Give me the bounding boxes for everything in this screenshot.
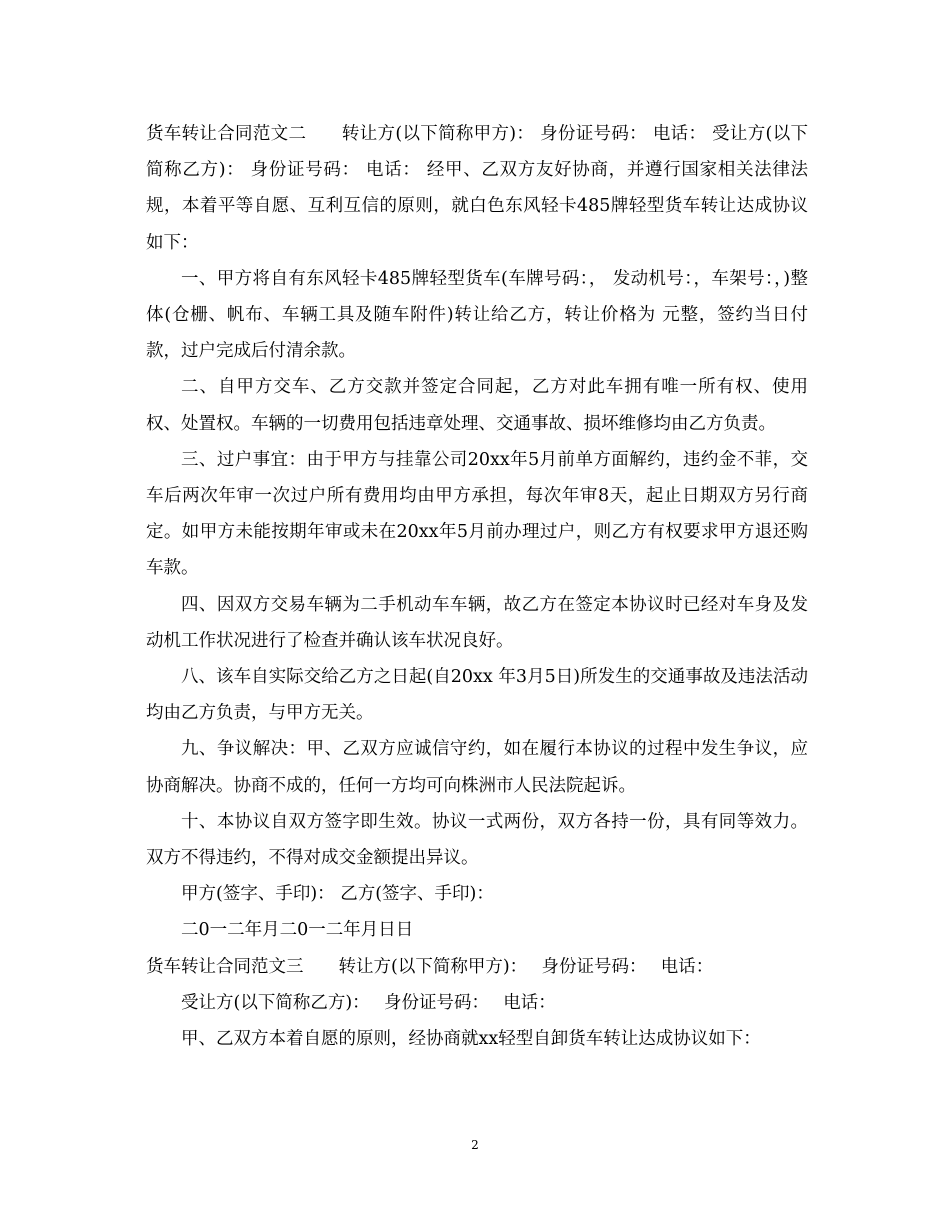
paragraph-clause-3: 三、过户事宜：由于甲方与挂靠公司20xx年5月前单方面解约，违约金不菲，交车后两次年审一次过户所有费用均由甲方承担，每次年审8天，起止日期双方另行商定。如甲方未能按期年审或未在20xx年5月前办理过户，则乙方有权要求甲方退还购车款。: [146, 449, 808, 579]
paragraph-clause-4: 四、因双方交易车辆为二手机动车车辆，故乙方在签定本协议时已经对车身及发动机工作状况进行了检查并确认该车状况良好。: [146, 594, 808, 651]
paragraph-clause-2: 二、自甲方交车、乙方交款并签定合同起，乙方对此车拥有唯一所有权、使用权、处置权。车辆的一切费用包括违章处理、交通事故、损坏维修均由乙方负责。: [146, 377, 808, 434]
paragraph-clause-9: 九、争议解决：甲、乙双方应诚信守约，如在履行本协议的过程中发生争议，应协商解决。协商不成的，任何一方均可向株洲市人民法院起诉。: [146, 739, 808, 796]
paragraph-clause-1: 一、甲方将自有东风轻卡485牌轻型货车(车牌号码：， 发动机号：，车架号：，)整体(仓栅、帆布、车辆工具及随车附件)转让给乙方，转让价格为 元整，签约当日付款，过户完成后付清余款。: [146, 268, 808, 362]
page-number: 2: [471, 1138, 479, 1152]
document-body: [146, 116, 808, 1057]
paragraph-transferee: 受让方(以下简称乙方)： 身份证号码： 电话：: [181, 992, 556, 1013]
paragraph-contract-intro: 货车转让合同范文二 转让方(以下简称甲方)： 身份证号码： 电话： 受让方(以下简称乙方)： 身份证号码： 电话： 经甲、乙双方友好协商，并遵行国家相关法律法规，本着平等自愿、互利互信的原则，就白色东风轻卡485牌轻型货车转让达成协议如下：: [146, 124, 808, 253]
paragraph-signatures: 甲方(签字、手印)： 乙方(签字、手印)：: [181, 884, 494, 905]
paragraph-clause-8: 八、该车自实际交给乙方之日起(自20xx 年3月5日)所发生的交通事故及违法活动均由乙方负责，与甲方无关。: [146, 667, 808, 724]
paragraph-dates: 二0一二年月二0一二年月日日: [181, 920, 414, 941]
paragraph-clause-10: 十、本协议自双方签字即生效。协议一式两份，双方各持一份，具有同等效力。双方不得违约，不得对成交金额提出异议。: [146, 811, 808, 869]
paragraph-agreement-statement: 甲、乙双方本着自愿的原则，经协商就xx轻型自卸货车转让达成协议如下：: [181, 1029, 761, 1050]
paragraph-contract-3-intro: 货车转让合同范文三 转让方(以下简称甲方)： 身份证号码： 电话：: [146, 956, 714, 977]
